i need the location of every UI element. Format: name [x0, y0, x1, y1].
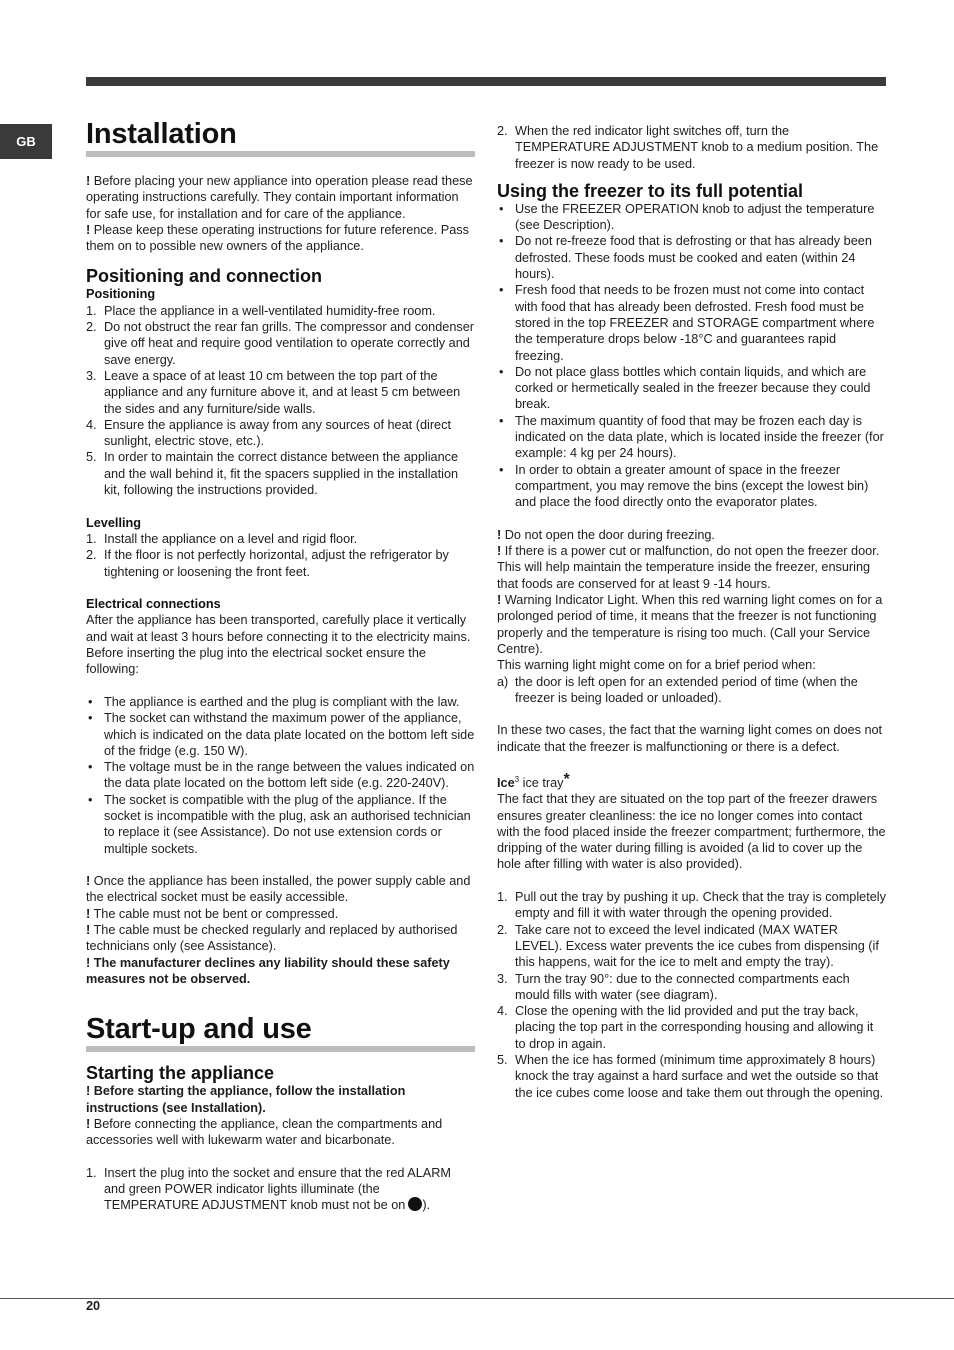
language-badge: GB: [0, 124, 52, 159]
startup-step-1: 1. Insert the plug into the socket and ensure that the red ALARM and green POWER indicator lights illuminate (the TEMPERATURE ADJUSTMENT knob must not be on ).: [86, 1165, 452, 1213]
list-item: 2. If the floor is not perfectly horizontal, adjust the refrigerator by tightening or loosening the front feet.: [86, 548, 449, 579]
list-item: • Fresh food that needs to be frozen must not come into contact with food that has already been defrosted. Fresh food must be stored in the top FREEZER and STORAGE compartment where the temperature drops below -18°C and guarantees rapid freezing.: [499, 283, 875, 363]
list-item: • The maximum quantity of food that may be frozen each day is indicated on the data plate, which is located inside the freezer (for example: 4 kg per 24 hours).: [499, 413, 884, 461]
starting-bold-note: ! Before starting the appliance, follow the installation instructions (see Installation).: [86, 1084, 406, 1115]
list-item: 3. Turn the tray 90°: due to the connected compartments each mould fills with water (see diagram).: [497, 971, 850, 1002]
note-paragraph: ! Do not open the door during freezing.: [497, 527, 715, 542]
levelling-subheading: Levelling: [86, 515, 141, 530]
installation-title: Installation: [86, 118, 475, 157]
list-item: • The voltage must be in the range between the values indicated on the data plate located on the bottom left side (e.g. 220-240V).: [88, 760, 475, 791]
electrical-list: [86, 694, 475, 857]
ice-list: [497, 889, 887, 1101]
list-item: 1. Install the appliance on a level and rigid floor.: [86, 531, 358, 546]
top-rule: [86, 77, 886, 86]
positioning-list: [86, 303, 475, 499]
footer-rule: [0, 1298, 954, 1299]
ice-tray-label: Ice$^3$ ice tray*: [497, 770, 570, 790]
positioning-heading: Positioning and connection: [86, 266, 322, 287]
list-item: • Use the FREEZER OPERATION knob to adjust the temperature (see Description).: [499, 201, 875, 233]
positioning-subheading: Positioning: [86, 287, 156, 302]
brief-period-item: a) the door is left open for an extended period of time (when the freezer is being loaded or unloaded).: [497, 674, 858, 705]
list-item: • The socket is compatible with the plug of the appliance. If the socket is incompatible with the plug, ask an authorised technician to replace it (see Assistance). Do not use extension cords or multiple sockets.: [88, 792, 471, 856]
list-item: • Do not re-freeze food that is defrosting or that has already been defrosted. These foods must be cooked and eaten (within 24 hours).: [499, 234, 872, 282]
warning-paragraph: ! The cable must not be bent or compressed.: [86, 906, 339, 921]
list-item: • The appliance is earthed and the plug is compliant with the law.: [88, 694, 460, 709]
installation-intro: [86, 173, 475, 254]
freezer-heading: Using the freezer to its full potential: [497, 180, 804, 201]
warning-paragraph: ! The cable must be checked regularly and replaced by authorised technicians only (see Assistance).: [86, 923, 458, 954]
note-paragraph: ! If there is a power cut or malfunction, do not open the freezer door. This will help maintain the temperature inside the freezer, ensuring that foods are conserved for at least 9 -14 hours.: [497, 544, 880, 591]
starting-note: ! Before connecting the appliance, clean the compartments and accessories well with lukewarm water and bicarbonate.: [86, 1116, 443, 1148]
electrical-subheading: Electrical connections: [86, 597, 221, 612]
list-item: 2. Take care not to exceed the level indicated (MAX WATER LEVEL). Excess water prevents the ice cubes from dispensing (if this happens, wait for the ice to melt and empty the tray).: [497, 922, 879, 970]
startup-title: Start-up and use: [86, 1013, 475, 1052]
list-item: • Do not place glass bottles which contain liquids, and which are corked or hermetically sealed in the freezer because they could break.: [499, 364, 871, 412]
starting-heading: Starting the appliance: [86, 1063, 275, 1084]
list-item: 5. In order to maintain the correct distance between the appliance and the wall behind it, fit the spacers supplied in the installation kit, following the instructions provided.: [86, 450, 459, 498]
left-column: [86, 118, 475, 1214]
intro-paragraph: ! Please keep these operating instructions for future reference. Pass them on to possible new owners of the appliance.: [86, 222, 469, 254]
right-column: [497, 123, 887, 1101]
list-item: 5. When the ice has formed (minimum time approximately 8 hours) knock the tray against a hard surface and wet the outside so that the ice cubes come loose and take them out through the opening.: [497, 1053, 884, 1100]
levelling-list: [86, 531, 475, 580]
ice-intro: The fact that they are situated on the top part of the freezer drawers ensures greater cleanliness: the ice no longer comes into contact with the food placed inside the freezer compartment; furthermore, the dripping of the water during filling is avoided (a lid to cover up the hole after filling with water is also provided).: [497, 792, 886, 872]
brief-period-text: This warning light might come on for a brief period when:: [497, 658, 816, 673]
list-item: 4. Ensure the appliance is away from any sources of heat (direct sunlight, electric stove, etc.).: [86, 417, 451, 449]
list-item: 3. Leave a space of at least 10 cm between the top part of the appliance and any furniture above it, and at least 5 cm between the sides and any furniture/side walls.: [86, 368, 461, 416]
list-item: 2. Do not obstruct the rear fan grills. The compressor and condenser give off heat and require good ventilation to operate correctly and save energy.: [86, 320, 475, 367]
list-item: • In order to obtain a greater amount of space in the freezer compartment, you may remove the bins (except the lowest bin) and place the food directly onto the evaporator plates.: [499, 462, 869, 510]
intro-paragraph: ! Before placing your new appliance into operation please read these operating instructions carefully. They contain important information for safe use, for installation and for care of the appliance.: [86, 174, 473, 221]
these-cases-text: In these two cases, the fact that the warning light comes on does not indicate that the freezer is malfunctioning or there is a defect.: [497, 723, 883, 754]
electrical-intro: After the appliance has been transported, carefully place it vertically and wait at least 3 hours before connecting it to the electricity mains. Before inserting the plug into the electrical socket ensure the following:: [86, 613, 471, 677]
liability-note: ! The manufacturer declines any liability should these safety measures not be observed.: [86, 955, 450, 986]
freezer-list: [497, 201, 887, 511]
list-item: 1. Place the appliance in a well-ventilated humidity-free room.: [86, 303, 436, 318]
page-number: 20: [86, 1299, 101, 1313]
knob-off-icon: [408, 1197, 422, 1211]
note-paragraph: ! Warning Indicator Light. When this red warning light comes on for a prolonged period of time, it means that the freezer is not functioning properly and the temperature is rising too much. (Call your Service Centre).: [497, 593, 883, 656]
list-item: 4. Close the opening with the lid provided and put the tray back, placing the top part in the corresponding housing and allowing it to drop in again.: [497, 1004, 874, 1051]
installation-warnings: [86, 873, 475, 987]
warning-paragraph: ! Once the appliance has been installed, the power supply cable and the electrical socket must be easily accessible.: [86, 874, 471, 905]
list-item: • The socket can withstand the maximum power of the appliance, which is indicated on the data plate located on the bottom left side of the fridge (e.g. 150 W).: [88, 711, 475, 758]
list-item: 1. Pull out the tray by pushing it up. Check that the tray is completely empty and fill it with water through the opening provided.: [497, 890, 886, 921]
startup-step-2: 2. When the red indicator light switches off, turn the TEMPERATURE ADJUSTMENT knob to a medium position. The freezer is now ready to be used.: [497, 124, 879, 171]
freezer-notes: [497, 527, 887, 706]
